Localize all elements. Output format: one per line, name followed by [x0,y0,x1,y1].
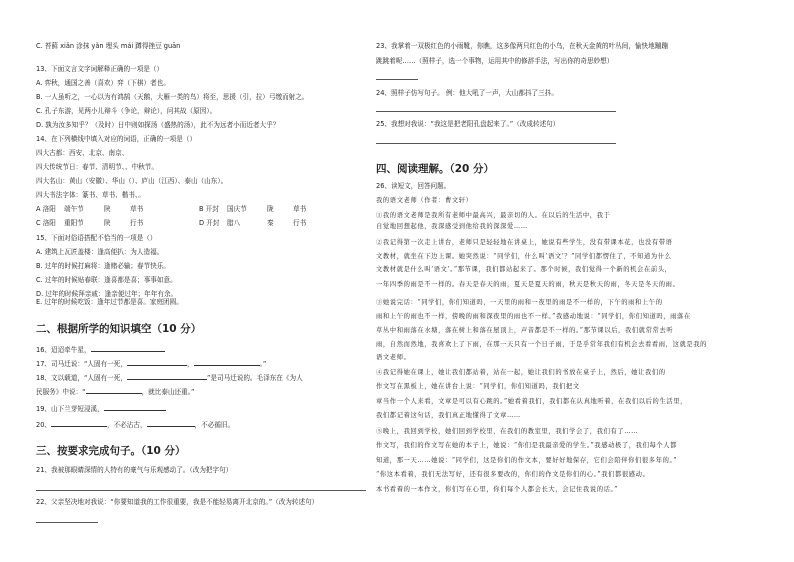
q15-option-b: B. 过年的时候打麻将：逢赌必输；春节快乐。 [36,262,170,270]
q26-stem: 26、读短文，回答问题。 [376,182,451,190]
q23-line-2: 跳跳着呢……（照样子，选一个事物，运用其中的修辞手法，写出你的奇思妙想） [376,57,614,65]
q12-option-c: C. 苔藓 xiǎn 涂抹 yǎn 埋头 mái 蹲得挫豆 guān [36,42,181,50]
q13-option-b: B. 一人虽听之，一心以为有鸿鹄（天鹅，大雁一类的鸟）将至，思援（引，拉）弓缴而射之。 [36,93,309,101]
passage-line: 作文写在黑板上，她在讲台上说：“同学们，你们知道吗，我们把文 [376,383,580,390]
q23-line-1: 23、我掌着一双极红色的小雨靴，你瞧，这多像两只红色的小鸟，在秋天金黄的叶丛间，愉快地蹦蹦 [376,42,668,50]
q20: 20、 ，不必沾古， ，不必循旧。 [36,421,235,429]
q21: 21、我被那眼睛深情的人特有的豪气与乐观感动了。（改为把字句） [36,466,233,474]
passage-title: 我的语文老师（作者：曹文轩） [376,197,473,204]
passage-line: ⑤晚上，我回到学校，她们回到学校里，在我们的教室里，我们学会了，我们有了…… [376,428,639,435]
q14-row-d: D 开封 腊八 秦 行书 [199,219,307,227]
q14-row-b: B 开封 国庆节 陇 草书 [199,205,307,213]
q22-answer-line[interactable] [36,522,98,523]
passage-line: 语文老师。 [376,354,411,361]
q14-line-4: 四大书法字体：篆书、草书、楷书、。 [36,191,145,199]
passage-line: 知道，那一天……她说：“同学们，这是你们的作文本，要好好地保存，它们会陪伴你们很多年的。” [376,457,678,464]
q24: 24、照样子仿写句子。 例：他大吼了一声，大山都抖了三抖。 [376,89,558,97]
passage-line: ③她说完话：“同学们，你们知道吗，一天里的雨和一夜里的雨是不一样的，下午的雨和上午的 [376,299,663,306]
q13-option-a: A. 弈秋，通国之善（喜欢）弈（下棋）者也。 [36,79,170,87]
q22: 22、父亲坚决地对我说：“你要知道我的工作很重要，我是不能轻易离开北京的。”（改为转述句） [36,498,319,506]
q16: 16、迢迢牵牛星， [36,344,165,355]
passage-line: ②我记得第一次走上讲台，老师只是轻轻地在讲桌上，她说有些学生，没有带课本花，也没有带语 [376,239,673,246]
passage-line: 文教材，就坐在下边上课。她突然说：“同学们，什么叫‘语文’？”同学们都愣住了，不知道为什么 [376,253,672,260]
q21-answer-line[interactable] [36,490,366,491]
passage-line: 章当作一个人来看，文章是可以有心跳的。”她看着我们，我们都在认真地听着，在我们以后的生活里， [376,398,688,405]
passage-line: 本书看着的一本作文，你们写在心里，你们每个人都会长大，会记住我说的话。” [376,486,619,493]
q18-line-2: 民服务》中说：“ ，就比泰山还重。” [36,388,195,396]
q13-option-d: D. 孰为汝多知乎？（及时）日中则如探汤（盛热的汤），此不为远者小而近者大乎？ [36,121,280,129]
q15-option-a: A. 建筑上瓦匠盖楼：逢高便扒：为人造福。 [36,248,164,256]
passage-line: “你这本看着，我们无法写好，还有很多要改的，你们的作文是你们的心。”我们都很感动。 [376,471,650,478]
q13-option-c: C. 孔子东游，见两小儿辩斗（争论，辩论），问其故（原因）。 [36,107,217,115]
passage-line: 雨和上午的雨也不一样，傍晚的雨和深夜里的雨也不一样。”我感动地说：“同学们，你们知道吗，雨落在 [376,313,691,320]
q17: 17、司马迁说：“人固有一死， ， 。” [36,360,267,368]
passage-line: ①我的语文老师是我所有老师中最高兴，最亲切的人。在以后的生活中，我于 [376,212,611,219]
q15-stem: 15、下面对俗语搭配不恰当的一项是（） [36,234,157,242]
q25-answer-line[interactable] [376,143,616,144]
passage-line: 草丛中和雨落在水塘，落在树上和落在屋顶上，声音都是不一样的。”那节课以后，我们就常常去听 [376,327,674,334]
q18-line-1: 18、文以载道，“人固有一死， ”是司马迁说的。毛泽东在《为人 [36,374,303,382]
passage-line: 我们都记着这句话，我们真正地懂得了文章…… [376,412,521,419]
q23-answer-line[interactable] [376,79,418,80]
section-2-heading: 二、根据所学的知识填空（10 分） [36,323,202,335]
passage-line: ④我记得她在课上，她让我们都站着，站在一起，她让我们的书放在桌子上，然后，她让我们的 [376,369,666,376]
q15-option-e: E. 过年的时候吃饭：逢年过节都是喜。家庭团圆。 [36,298,183,306]
passage-line: 自觉地回想起他，我深感受到他给我的深深爱…… [376,223,528,230]
section-4-heading: 四、阅读理解。（20 分） [376,163,495,175]
section-3-heading: 三、按要求完成句子。（10 分） [36,445,186,457]
q24-answer-line[interactable] [376,111,616,112]
q14-line-2: 四大传统节日：春节、清明节、、中秋节。 [36,163,158,171]
q15-option-c: C. 过年的时候贴春联：逢喜都是喜；事事如意。 [36,276,177,284]
q14-line-1: 四大古都：西安、北京、南京、 [36,149,129,157]
q15-option-d: D. 过年的时候拜亲戚：逢亲便过年；年年有余。 [36,290,178,298]
passage-line: 文教材就是什么叫‘语文’。”那节课，我们都站起来了。那个时候，我们觉得一个新的机会在前头， [376,266,672,273]
q13-stem: 13、下面文言文字词解释正确的一项是（） [36,65,164,73]
q14-row-a: A 洛阳 端午节 陕 草书 [36,205,144,213]
passage-line: 作文写，我们的作文写在她的本子上，她说：“你们是我最亲爱的学生。”我感动极了，我们每个人都 [376,442,678,449]
passage-line: 雨，自然而然地，我喜欢上了下雨，在那一天只有一个日子雨，于是乎常年我们有机会去看看雨，这就是我的 [376,341,708,348]
q19: 19、山下兰芽短浸溪， [36,403,166,414]
q14-line-3: 四大名山：黄山（安徽）、华山（）、庐山（江西）、泰山（山东）。 [36,177,228,185]
passage-line: 一年四季的雨是不一样的。春天是春天的雨，夏天是夏天的雨，秋天是秋天的雨，冬天是冬天的雨。 [376,281,680,288]
q14-stem: 14、在下列横线中填入对应的词语，正确的一项是（） [36,135,197,143]
q25: 25、我想对我说：“我这是把老阳孔盘起来了。”（改成转述句） [376,120,560,128]
q14-row-c: C 洛阳 重阳节 陕 行书 [36,219,144,227]
